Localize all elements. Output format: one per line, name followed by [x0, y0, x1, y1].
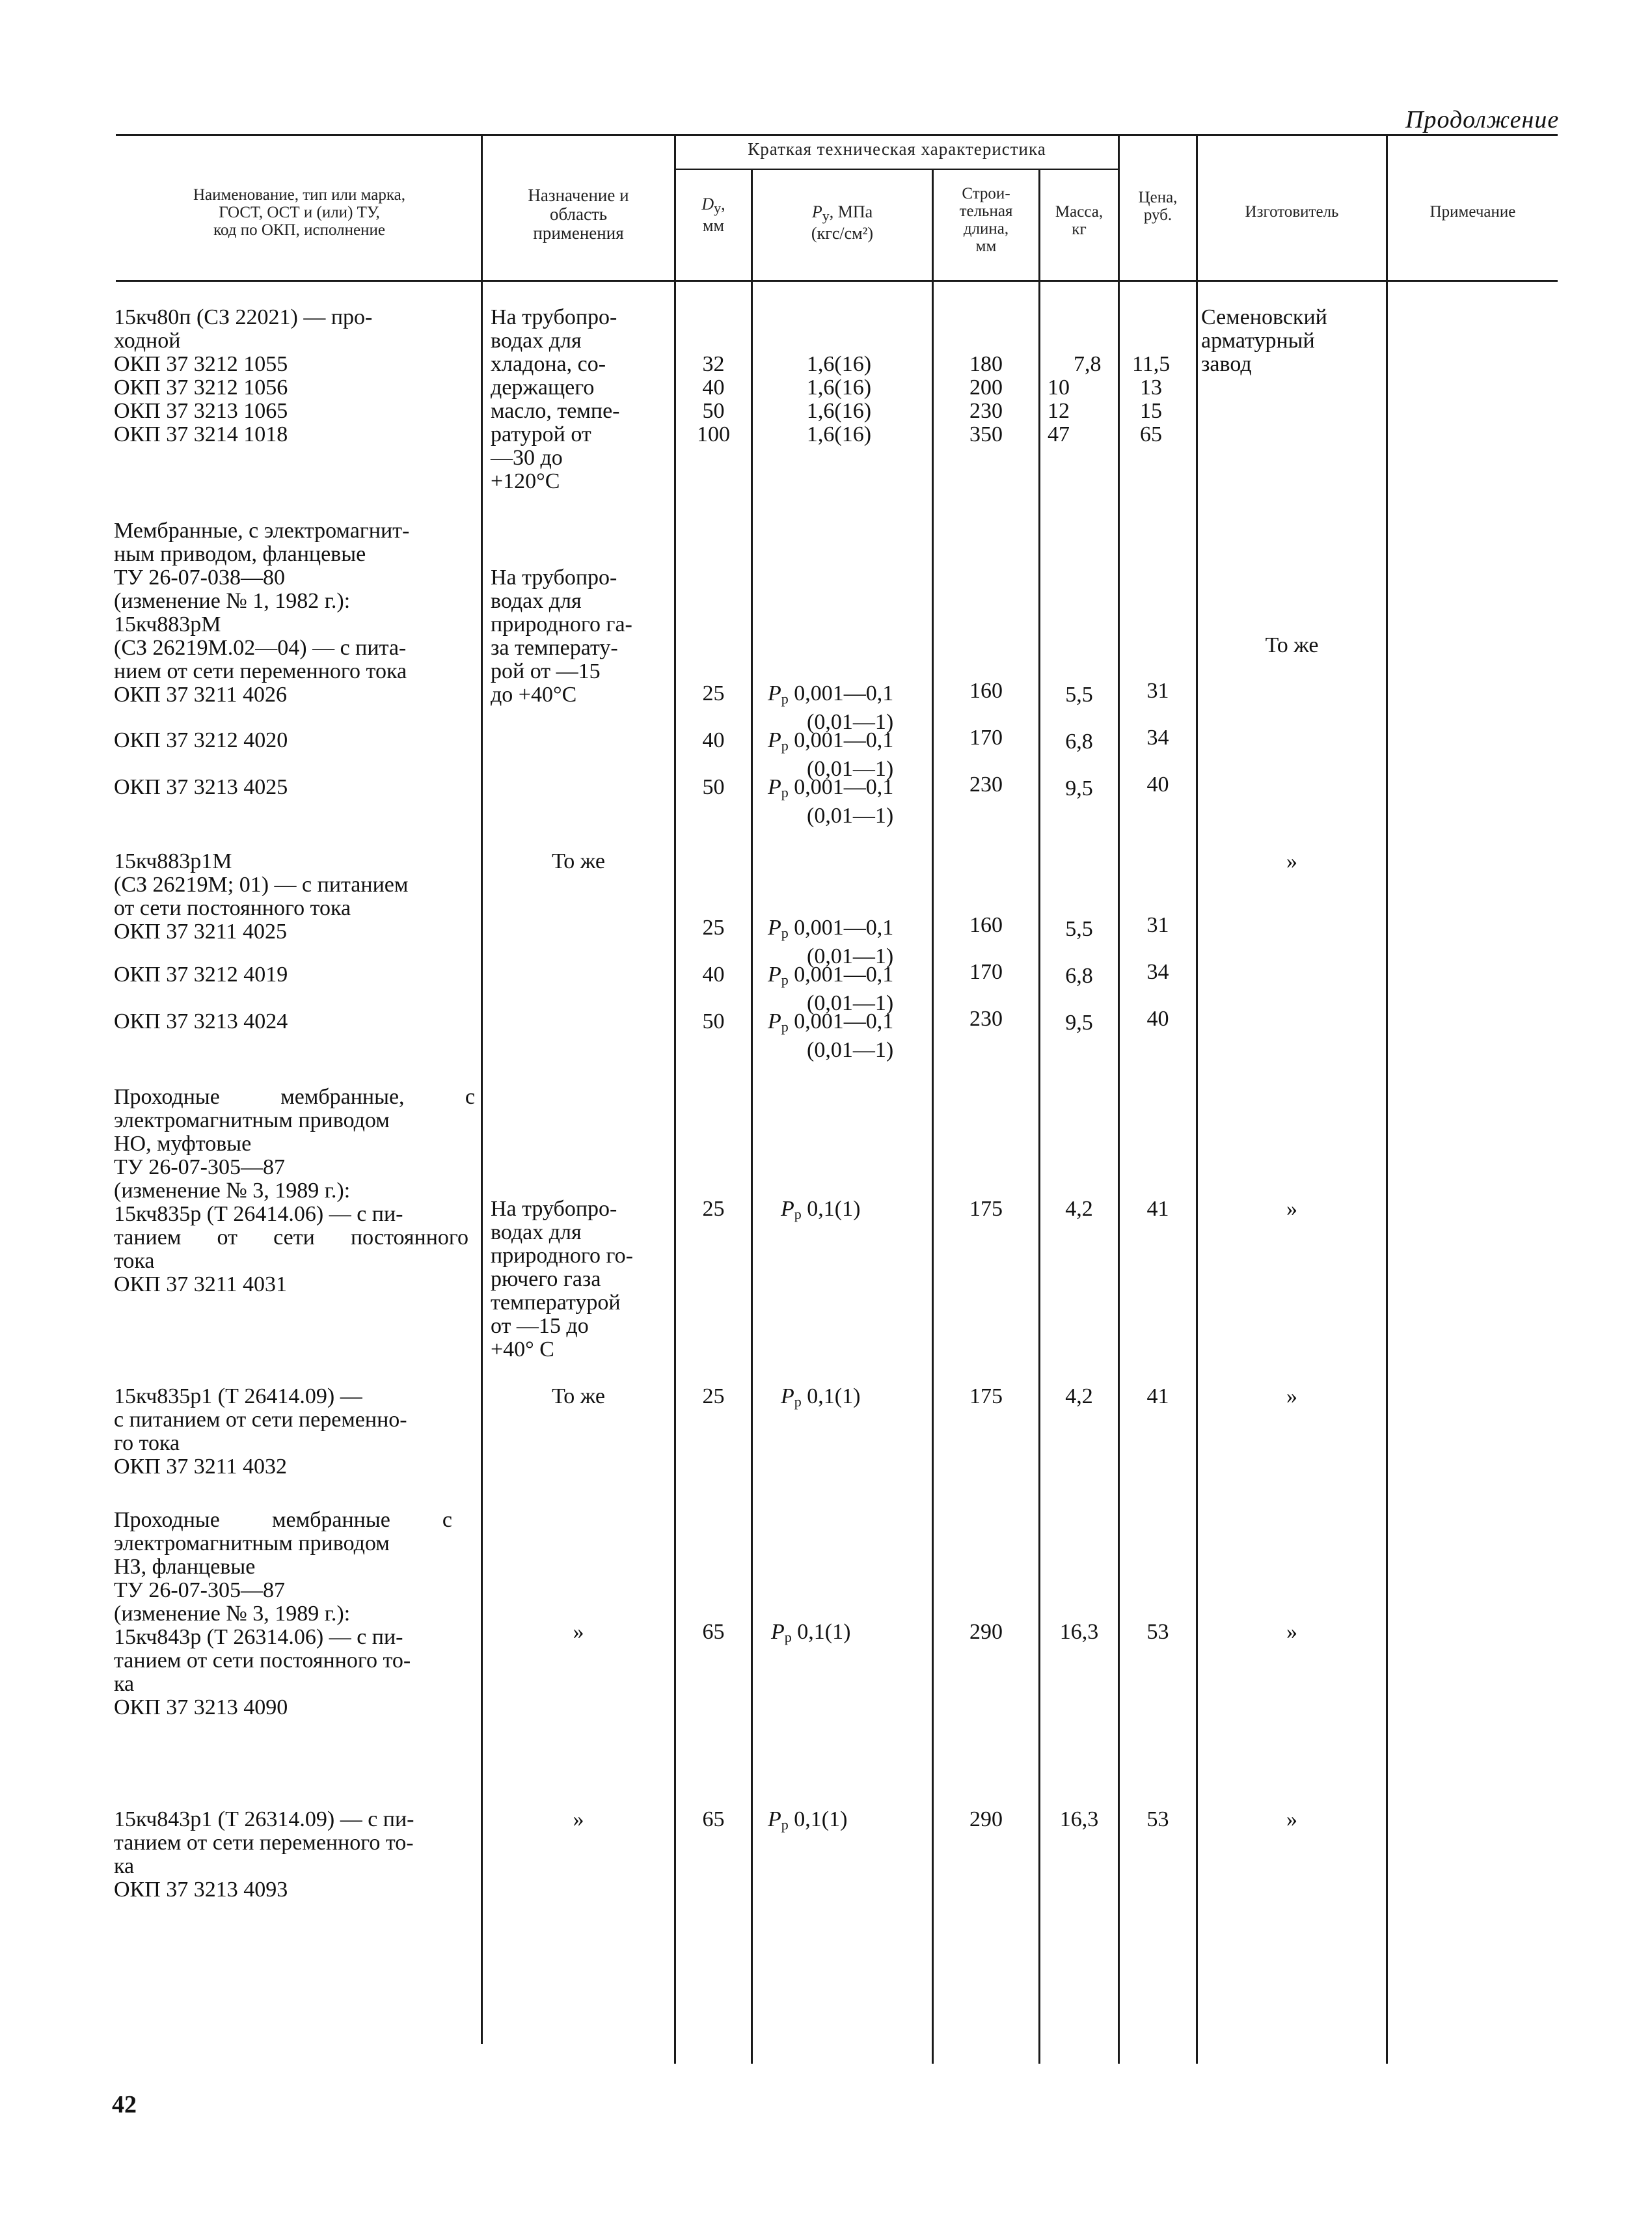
header-purpose: Назначение и область применения: [528, 185, 629, 243]
group-6-purpose: »: [573, 1620, 584, 1644]
group-5-purpose: То же: [552, 1384, 605, 1408]
header-note: Примечание: [1429, 203, 1516, 221]
group-3-purpose: То же: [552, 849, 605, 873]
group-2-pr-1: $P_р$ 0,001—0,1 (0,01—1): [768, 681, 894, 734]
header-py: $P_у$, МПа (кгс/см²): [811, 202, 874, 243]
col-sep-6: [1118, 134, 1120, 2064]
group-2-code-3: ОКП 37 3213 4025: [114, 775, 288, 799]
group-4-purpose: На трубопро- водах для природного го- рючего газа температурой от —15 до +40° С: [491, 1197, 633, 1361]
group-5-len: 175: [969, 1384, 1003, 1408]
group-6-len: 290: [969, 1620, 1003, 1644]
col-sep-4: [932, 169, 934, 2064]
group-5-mass: 4,2: [1065, 1384, 1093, 1408]
header-length: Строи- тельная длина, мм: [959, 185, 1013, 255]
group-2-name: Мембранные, с электромагнит- ным приводом, фланцевые ТУ 26-07-038—80 (изменение № 1, 1982 г.): 15кч883рМ (СЗ 26219М.02—04) — с пита- нием от сети переменного тока ОКП 37 3211 4026: [114, 519, 410, 707]
group-7-name: 15кч843р1 (Т 26314.09) — с пи- танием от сети переменного то- ка ОКП 37 3213 4093: [114, 1807, 414, 1902]
group-1-name: 15кч80п (СЗ 22021) — про- ходной ОКП 37 3212 1055 ОКП 37 3212 1056 ОКП 37 3213 1065 ОКП 37 3214 1018: [114, 305, 373, 446]
group-2-price-2: 34: [1146, 726, 1169, 750]
group-3-manufacturer: »: [1286, 849, 1297, 873]
brief-rule: [674, 169, 1118, 170]
header-mass: Масса, кг: [1055, 203, 1104, 238]
group-6-dy: 65: [702, 1620, 725, 1644]
group-2-price-3: 40: [1146, 773, 1169, 797]
group-7-len: 290: [969, 1807, 1003, 1831]
group-2-dy-1: 25: [702, 681, 725, 705]
header-dy: $D_у$, мм: [701, 195, 725, 235]
group-7-dy: 65: [702, 1807, 725, 1831]
group-1-dy: 32 40 50 100: [697, 352, 730, 446]
group-3-pr-2: $P_р$ 0,001—0,1 (0,01—1): [768, 963, 894, 1015]
group-1-price: 11,5 13 15 65: [1132, 352, 1171, 446]
group-3-len-3: 230: [969, 1007, 1003, 1031]
header-top-rule: [116, 134, 1558, 136]
group-3-pr-1: $P_р$ 0,001—0,1 (0,01—1): [768, 916, 894, 968]
group-2-dy-3: 50: [702, 775, 725, 799]
group-7-manufacturer: »: [1286, 1807, 1297, 1831]
group-2-len-3: 230: [969, 773, 1003, 797]
group-4-price: 41: [1146, 1197, 1169, 1221]
group-5-price: 41: [1146, 1384, 1169, 1408]
group-5-pr: $P_р$ 0,1(1): [781, 1384, 861, 1410]
group-3-mass-1: 5,5: [1065, 917, 1093, 941]
group-3-len-2: 170: [969, 960, 1003, 984]
header-manufacturer: Изготовитель: [1245, 203, 1339, 221]
group-3-dy-2: 40: [702, 963, 725, 987]
group-4-pr: $P_р$ 0,1(1): [781, 1197, 861, 1222]
col-sep-3: [751, 169, 753, 2064]
group-3-code-2: ОКП 37 3212 4019: [114, 963, 288, 987]
group-2-mass-3: 9,5: [1065, 776, 1093, 800]
header-brief: Краткая техническая характеристика: [748, 139, 1046, 159]
group-6-pr: $P_р$ 0,1(1): [771, 1620, 851, 1645]
group-2-manufacturer: То же: [1265, 633, 1319, 657]
group-3-pr-3: $P_р$ 0,001—0,1 (0,01—1): [768, 1009, 894, 1062]
group-1-length: 180 200 230 350: [969, 352, 1003, 446]
page-number: 42: [112, 2091, 137, 2118]
header-price: Цена, руб.: [1138, 189, 1178, 224]
group-4-mass: 4,2: [1065, 1197, 1093, 1221]
group-7-mass: 16,3: [1059, 1807, 1099, 1831]
group-6-name: Проходные мембранные с электромагнитным приводом НЗ, фланцевые ТУ 26-07-305—87 (изменение № 3, 1989 г.): 15кч843р (Т 26314.06) — с пи- танием от сети постоянного то- ка ОКП 37 3213 4090: [114, 1508, 452, 1719]
continuation-label: Продолжение: [1405, 106, 1560, 133]
group-1-manufacturer: Семеновский арматурный завод: [1201, 305, 1327, 376]
group-3-dy-1: 25: [702, 916, 725, 940]
group-4-name: Проходные мембранные, с электромагнитным приводом НО, муфтовые ТУ 26-07-305—87 (изменение № 3, 1989 г.): 15кч835р (Т 26414.06) — с пи- танием от сети постоянного тока ОКП 37 3211 4031: [114, 1085, 475, 1296]
group-7-price: 53: [1146, 1807, 1169, 1831]
group-5-name: 15кч835р1 (Т 26414.09) — с питанием от сети переменно- го тока ОКП 37 3211 4032: [114, 1384, 407, 1479]
group-6-mass: 16,3: [1059, 1620, 1099, 1644]
group-2-code-2: ОКП 37 3212 4020: [114, 728, 288, 752]
group-3-dy-3: 50: [702, 1009, 725, 1033]
group-2-mass-1: 5,5: [1065, 683, 1093, 707]
group-4-dy: 25: [702, 1197, 725, 1221]
group-2-len-2: 170: [969, 726, 1003, 750]
group-6-manufacturer: »: [1286, 1620, 1297, 1644]
group-2-pr-3: $P_р$ 0,001—0,1 (0,01—1): [768, 775, 894, 828]
group-2-len-1: 160: [969, 679, 1003, 703]
group-3-price-2: 34: [1146, 960, 1169, 984]
header-name: Наименование, тип или марка, ГОСТ, ОСТ и (или) ТУ, код по ОКП, исполнение: [193, 186, 406, 239]
group-5-manufacturer: »: [1286, 1384, 1297, 1408]
group-3-code-3: ОКП 37 3213 4024: [114, 1009, 288, 1033]
group-1-purpose: На трубопро- водах для хладона, со- держащего масло, темпе- ратурой от —30 до +120°С: [491, 305, 620, 493]
group-1-py: 1,6(16) 1,6(16) 1,6(16) 1,6(16): [806, 352, 872, 446]
group-3-mass-3: 9,5: [1065, 1011, 1093, 1035]
group-4-len: 175: [969, 1197, 1003, 1221]
group-2-mass-2: 6,8: [1065, 730, 1093, 754]
col-sep-8: [1386, 134, 1388, 2064]
group-3-name: 15кч883р1М (СЗ 26219М; 01) — с питанием от сети постоянного тока ОКП 37 3211 4025: [114, 849, 409, 944]
group-3-mass-2: 6,8: [1065, 964, 1093, 988]
col-sep-5: [1038, 169, 1040, 2064]
col-sep-7: [1196, 134, 1198, 2064]
group-3-len-1: 160: [969, 913, 1003, 937]
group-6-price: 53: [1146, 1620, 1169, 1644]
group-7-purpose: »: [573, 1807, 584, 1831]
group-2-dy-2: 40: [702, 728, 725, 752]
group-3-price-3: 40: [1146, 1007, 1169, 1031]
col-sep-1: [481, 134, 483, 2044]
group-1-mass: 7,8 10 12 47: [1048, 352, 1102, 446]
group-5-dy: 25: [702, 1384, 725, 1408]
group-7-pr: $P_р$ 0,1(1): [768, 1807, 848, 1833]
group-3-price-1: 31: [1146, 913, 1169, 937]
group-4-manufacturer: »: [1286, 1197, 1297, 1221]
group-2-purpose: На трубопро- водах для природного га- за температу- рой от —15 до +40°С: [491, 566, 632, 707]
group-2-pr-2: $P_р$ 0,001—0,1 (0,01—1): [768, 728, 894, 781]
header-bottom-rule: [116, 280, 1558, 282]
group-2-price-1: 31: [1146, 679, 1169, 703]
